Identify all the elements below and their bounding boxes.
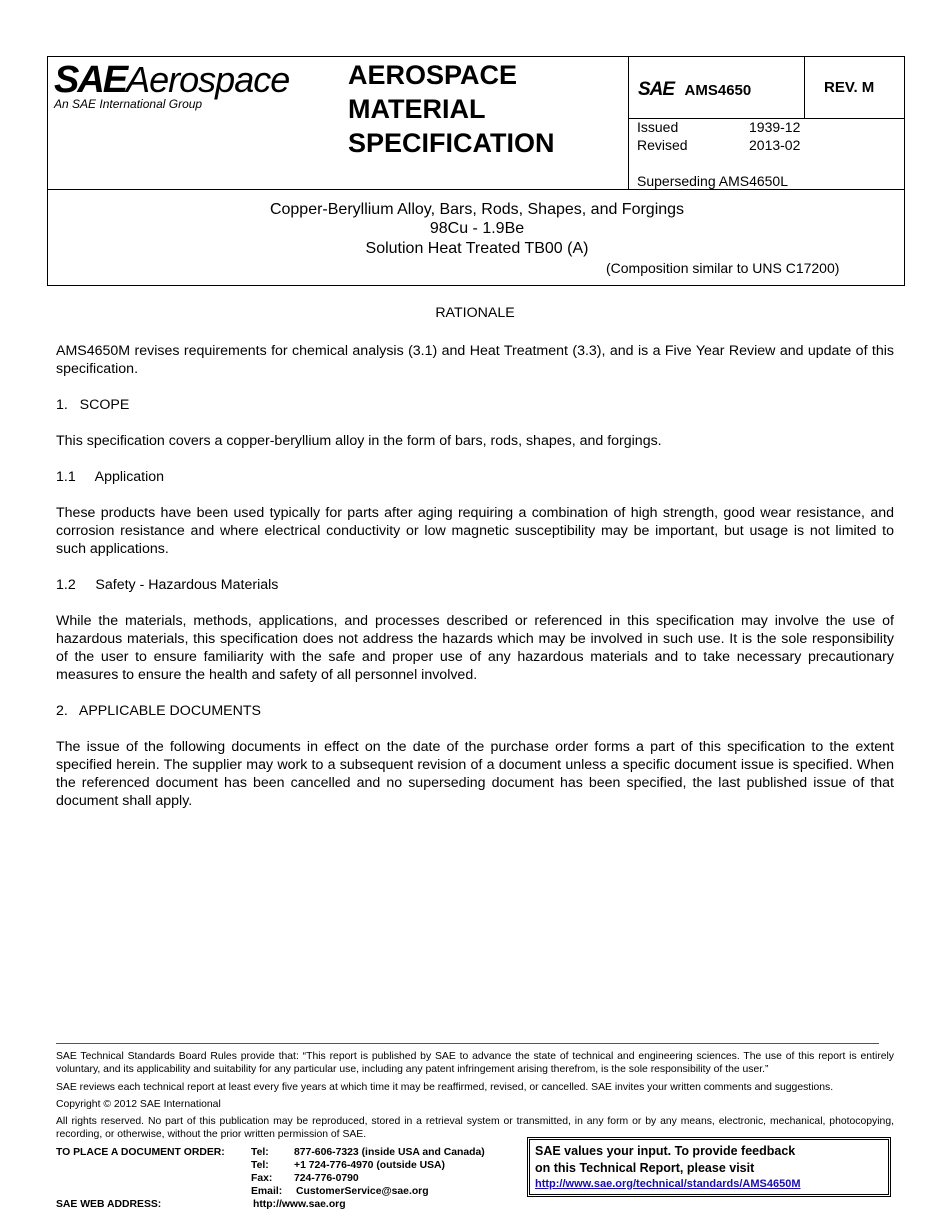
superseding-note: Superseding AMS4650L [637,173,788,189]
tel2-value: +1 724-776-4970 (outside USA) [294,1160,446,1171]
fax-value: 724-776-0790 [294,1173,359,1184]
material-title-line: 98Cu - 1.9Be [429,220,525,237]
feedback-line: on this Technical Report, please visit [535,1161,755,1175]
footer-rule [56,1043,879,1044]
application-paragraph: These products have been used typically for parts after aging requiring a combination of high strength, good wear resistance, and corrosion resistance and where electrical conductivity or low magnetic susceptibility may be important, but usage is not limited to such applications. [56,505,894,557]
sae-small-logo: SAE [638,79,675,100]
doc-number-cell [638,79,751,101]
application-heading: 1.1 Application [56,469,165,485]
revised-date: 2013-02 [749,137,801,153]
email-value[interactable]: CustomerService@sae.org [296,1186,429,1197]
tel-value: 877-606-7323 (inside USA and Canada) [294,1147,485,1158]
issued-date: 1939-12 [749,119,801,135]
applicable-documents-heading: 2. APPLICABLE DOCUMENTS [56,703,261,719]
revised-label: Revised [637,137,688,153]
logo-sae-text: SAE [54,59,127,101]
rationale-paragraph: AMS4650M revises requirements for chemical analysis (3.1) and Heat Treatment (3.3), and is a Five Year Review and update of this specification. [56,343,894,377]
footer-rules-note: SAE Technical Standards Board Rules provide that: “This report is published by SAE to advance the state of technical and engineering sciences. The use of this report is entirely voluntary, and its applicability and suitability for any particular use, including any patent infringement arising therefrom, is the sole responsibility of the user.” [56,1051,894,1075]
footer-review-note: SAE reviews each technical report at least every five years at which time it may be reaffirmed, revised, or cancelled. SAE invites your written comments and suggestions. [56,1082,834,1093]
material-title-line: Copper-Beryllium Alloy, Bars, Rods, Shapes, and Forgings [269,201,685,218]
header-divider [804,57,805,119]
spec-title-line: AEROSPACE [348,60,518,90]
web-address-value[interactable]: http://www.sae.org [253,1199,346,1210]
scope-heading: 1. SCOPE [56,397,130,413]
order-label: TO PLACE A DOCUMENT ORDER: [56,1147,225,1158]
spec-title-line: SPECIFICATION [348,128,555,158]
logo-tagline: An SAE International Group [54,97,203,111]
scope-paragraph: This specification covers a copper-beryllium alloy in the form of bars, rods, shapes, and forgings. [56,433,662,449]
applicable-documents-paragraph: The issue of the following documents in effect on the date of the purchase order forms a part of this specification to the extent specified herein. The supplier may work to a subsequent revision of a document unless a specific document issue is specified. When the referenced document has been cancelled and no superseding document has been specified, the last published issue of that document shall apply. [56,739,894,809]
feedback-line: SAE values your input. To provide feedback [535,1144,796,1158]
revision-label: REV. M [824,79,875,96]
logo-aerospace-text: Aerospace [126,59,290,100]
safety-heading: 1.2 Safety - Hazardous Materials [56,577,279,593]
footer-copyright: Copyright © 2012 SAE International [56,1099,221,1110]
header-box [47,56,905,286]
spec-title [348,58,555,160]
material-title-line: Solution Heat Treated TB00 (A) [365,240,589,257]
header-divider [628,57,629,190]
header-divider [48,189,904,190]
composition-note: (Composition similar to UNS C17200) [606,260,840,276]
web-address-label: SAE WEB ADDRESS: [56,1199,162,1210]
doc-number: AMS4650 [684,82,752,99]
tel-label: Tel: [251,1147,269,1158]
tel2-label: Tel: [251,1160,269,1171]
rationale-heading: RATIONALE [435,305,515,321]
feedback-box [527,1137,891,1197]
feedback-link[interactable]: http://www.sae.org/technical/standards/AMS4650M [535,1178,801,1190]
sae-aerospace-logo [54,59,289,102]
spec-title-line: MATERIAL [348,94,486,124]
email-label: Email: [251,1186,283,1197]
footer-rights: All rights reserved. No part of this publication may be reproduced, stored in a retrieval system or transmitted, in any form or by any means, electronic, mechanical, photocopying, recording, or otherwise, without the prior written permission of SAE. [56,1116,894,1140]
fax-label: Fax: [251,1173,273,1184]
safety-paragraph: While the materials, methods, applications, and processes described or referenced in this specification may involve the use of hazardous materials, this specification does not address the hazards which may be involved in such use. It is the sole responsibility of the user to ensure familiarity with the safe and proper use of any hazardous materials and to take necessary precautionary measures to ensure the health and safety of all personnel involved. [56,613,894,683]
issued-label: Issued [637,119,679,135]
